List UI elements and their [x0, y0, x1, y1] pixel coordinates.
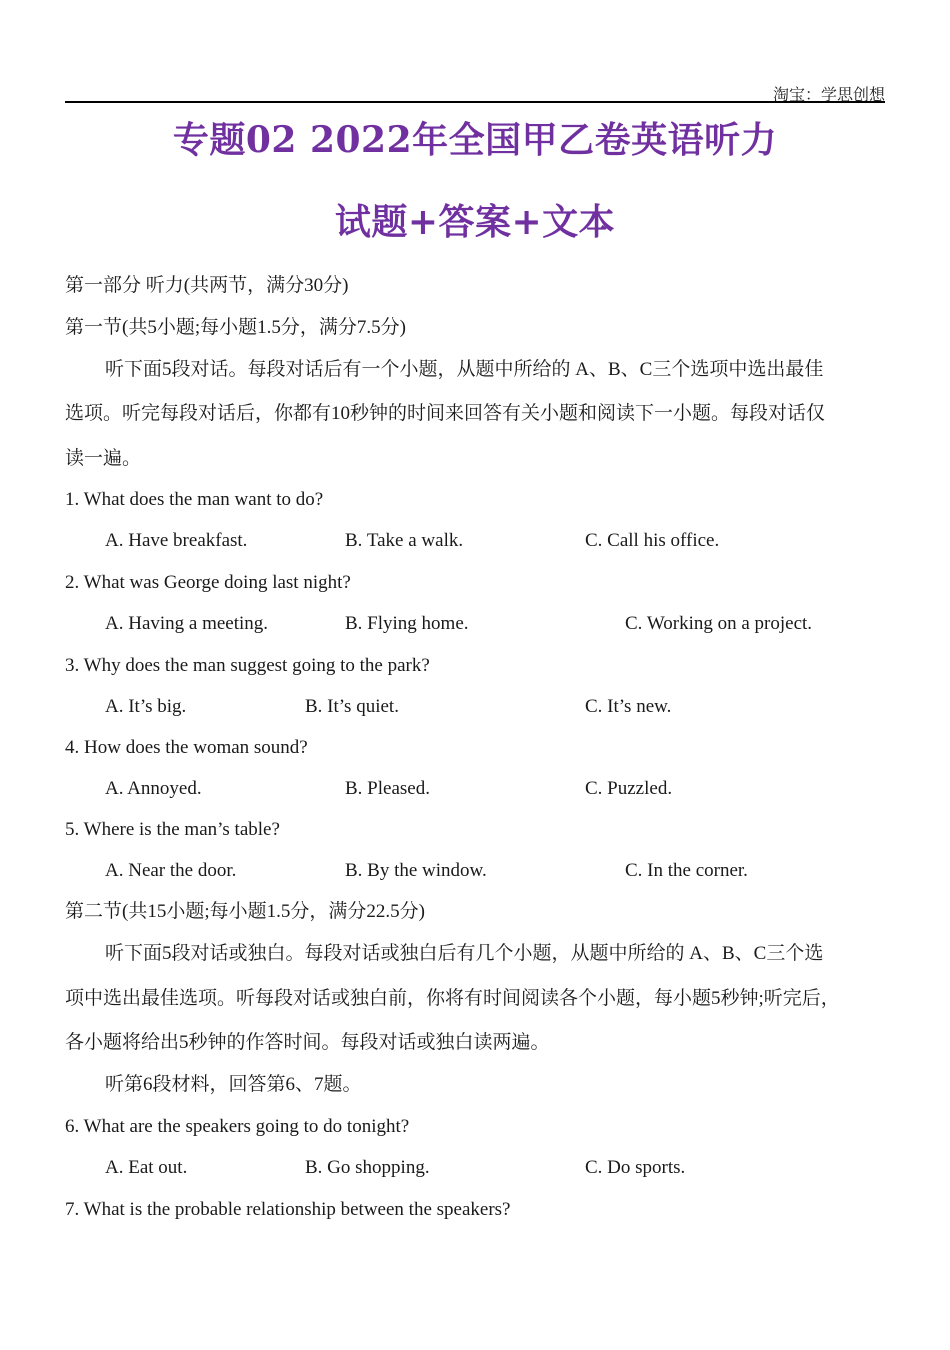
page-title-line1: 专题02 2022年全国甲乙卷英语听力 — [172, 119, 778, 161]
question-stem: 5. Where is the man’s table? — [65, 819, 280, 840]
section1-instructions-line: 读一遍。 — [65, 448, 142, 469]
page-title-line2: 试题+答案+文本 — [334, 201, 616, 243]
option-a: A. Have breakfast. — [105, 530, 248, 551]
option-a: A. Annoyed. — [105, 778, 202, 799]
option-a: A. Eat out. — [105, 1157, 188, 1178]
option-b: B. It’s quiet. — [305, 696, 399, 717]
option-b: B. Flying home. — [345, 613, 469, 634]
option-a: A. Near the door. — [105, 860, 237, 881]
question-stem: 6. What are the speakers going to do tonight? — [65, 1116, 410, 1137]
option-c: C. Call his office. — [585, 530, 720, 551]
option-b: B. Go shopping. — [305, 1157, 430, 1178]
section2-heading: 第二节(共15小题;每小题1.5分，满分22.5分) — [65, 901, 425, 922]
question-stem: 2. What was George doing last night? — [65, 572, 351, 593]
option-a: A. It’s big. — [105, 696, 187, 717]
option-c: C. It’s new. — [585, 696, 672, 717]
section1-heading: 第一节(共5小题;每小题1.5分，满分7.5分) — [65, 317, 406, 338]
option-b: B. Take a walk. — [345, 530, 464, 551]
header-rule — [65, 101, 885, 103]
question-stem: 1. What does the man want to do? — [65, 489, 324, 510]
section2-instructions-line: 听下面5段对话或独白。每段对话或独白后有几个小题，从题中所给的 A、B、C三个选 — [105, 943, 824, 964]
option-c: C. In the corner. — [625, 860, 748, 881]
section2-instructions-line: 项中选出最佳选项。听每段对话或独白前，你将有时间阅读各个小题，每小题5秒钟;听完后， — [65, 988, 840, 1009]
section1-instructions-line: 听下面5段对话。每段对话后有一个小题，从题中所给的 A、B、C三个选项中选出最佳 — [105, 359, 824, 380]
option-b: B. Pleased. — [345, 778, 430, 799]
question-stem: 3. Why does the man suggest going to the park? — [65, 655, 430, 676]
section2-instructions-line: 各小题将给出5秒钟的作答时间。每段对话或独白读两遍。 — [65, 1032, 550, 1053]
option-a: A. Having a meeting. — [105, 613, 269, 634]
header-note: 淘宝：学思创想 — [772, 87, 885, 104]
option-c: C. Puzzled. — [585, 778, 673, 799]
option-b: B. By the window. — [345, 860, 487, 881]
question-stem: 7. What is the probable relationship between the speakers? — [65, 1199, 511, 1220]
question-stem: 4. How does the woman sound? — [65, 737, 308, 758]
material-6-note: 听第6段材料，回答第6、7题。 — [105, 1074, 362, 1095]
part1-heading: 第一部分 听力(共两节，满分30分) — [65, 275, 349, 296]
option-c: C. Do sports. — [585, 1157, 686, 1178]
section1-instructions-line: 选项。听完每段对话后，你都有10秒钟的时间来回答有关小题和阅读下一小题。每段对话仅 — [65, 403, 826, 424]
option-c: C. Working on a project. — [625, 613, 813, 634]
